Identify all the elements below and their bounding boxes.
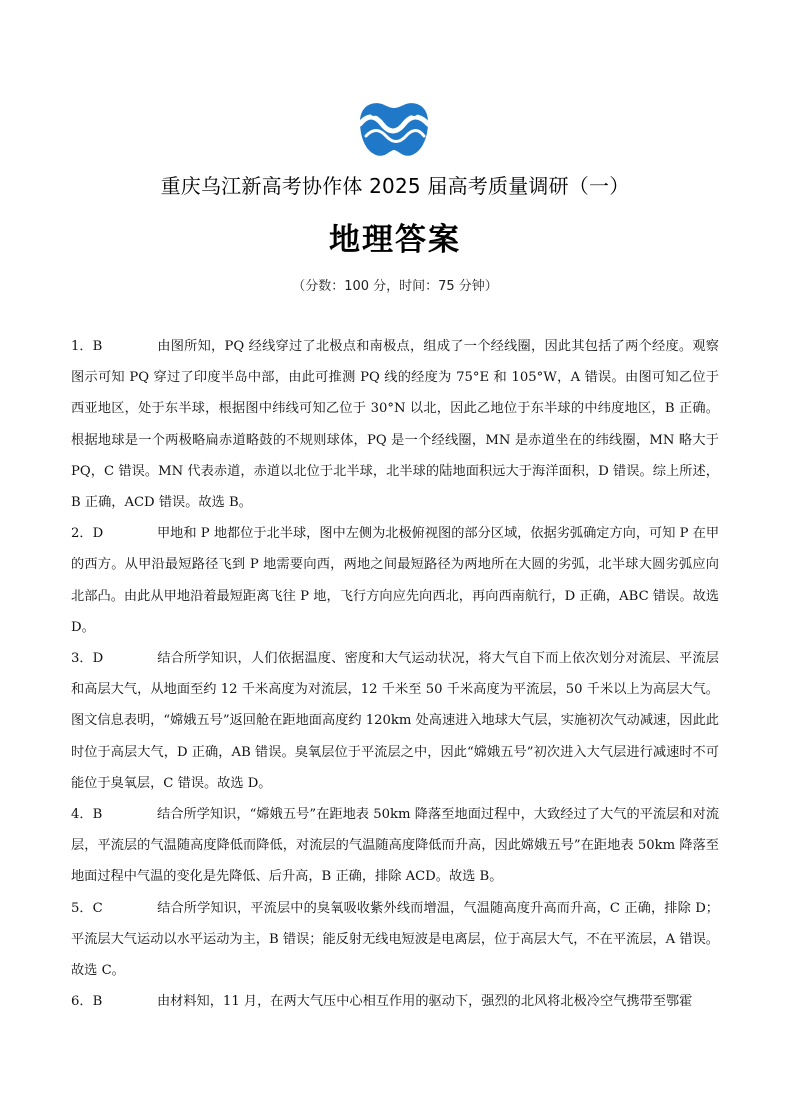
answer-item [71, 518, 719, 643]
answer-number: 4．B [71, 807, 103, 823]
logo-right-dot [410, 108, 418, 116]
answer-text: 结合所学知识，“嫦娥五号”在距地表 50km 降落至地面过程中，大致经过了大气的平流层和对流层，平流层的气温随高度降低而降低，对流层的气温随高度降低而升高，因此嫦娥五号”在距地表 50km 降落至地面过程中气温的变化是先降低、后升高，B 正确，排除 ACD。故选 B。 [71, 807, 719, 885]
logo-left-dot [370, 108, 378, 116]
page-title: 地理答案 [329, 222, 461, 258]
organization-logo [354, 98, 434, 160]
answer-number: 3．D [71, 651, 104, 667]
answer-number: 2．D [71, 526, 104, 542]
answer-item [71, 643, 719, 799]
answer-item [71, 331, 719, 518]
answer-number: 5．C [71, 900, 103, 916]
answer-text: 由材料知，11 月，在两大气压中心相互作用的驱动下，强烈的北风将北极冷空气携带至鄂霍 [157, 994, 693, 1010]
answer-item [71, 986, 719, 1017]
answer-number: 1．B [71, 339, 103, 354]
exam-meta: （分数：100 分，时间：75 分钟） [292, 279, 498, 294]
answer-text: 结合所学知识，人们依据温度、密度和大气运动状况，将大气自下而上依次划分对流层、平流层和高层大气，从地面至约 12 千米高度为对流层，12 千米至 50 千米高度为平流层，50 千米以上为高层大气。图文信息表明，“嫦娥五号”返回舱在距地面高度约 120km 处高速进入地球大气层，实施初次气动减速，因此此时位于高层大气，D 正确，AB 错误。臭氧层位于平流层之中，因此“嫦娥五号”初次进入大气层进行减速时不可能位于臭氧层，C 错误。故选 D。 [71, 651, 719, 791]
answer-text: 甲地和 P 地都位于北半球，图中左侧为北极俯视图的部分区域，依据劣弧确定方向，可知 P 在甲的西方。从甲沿最短路径飞到 P 地需要向西，两地之间最短路径为两地所在大圆的劣弧，北半球大圆劣弧应向北部凸。由此从甲地沿着最短距离飞往 P 地，飞行方向应先向西北，再向西南航行，D 正确，ABC 错误。故选 D。 [71, 526, 719, 635]
exam-subtitle: 重庆乌江新高考协作体 2025 届高考质量调研（一） [160, 174, 630, 198]
answer-text: 结合所学知识，平流层中的臭氧吸收紫外线而增温，气温随高度升高而升高，C 正确，排除 D；平流层大气运动以水平运动为主，B 错误；能反射无线电短波是电离层，位于高层大气，不在平流层，A 错误。故选 C。 [71, 900, 719, 979]
answer-item [71, 799, 719, 893]
answer-number: 6．B [71, 994, 103, 1010]
answer-item [71, 893, 719, 987]
answer-text: 由图所知，PQ 经线穿过了北极点和南极点，组成了一个经线圈，因此其包括了两个经度。观察图示可知 PQ 穿过了印度半岛中部，由此可推测 PQ 线的经度为 75°E 和 105°W，A 错误。由图可知乙位于西亚地区，处于东半球，根据图中纬线可知乙位于 30°N 以北，因此乙地位于东半球的中纬度地区，B 正确。根据地球是一个两极略扁赤道略鼓的不规则球体，PQ 是一个经线圈，MN 是赤道坐在的纬线圈，MN 略大于 PQ，C 错误。MN 代表赤道，赤道以北位于北半球，北半球的陆地面积远大于海洋面积，D 错误。综上所述，B 正确，ACD 错误。故选 B。 [71, 339, 719, 511]
answer-list [71, 331, 719, 1031]
